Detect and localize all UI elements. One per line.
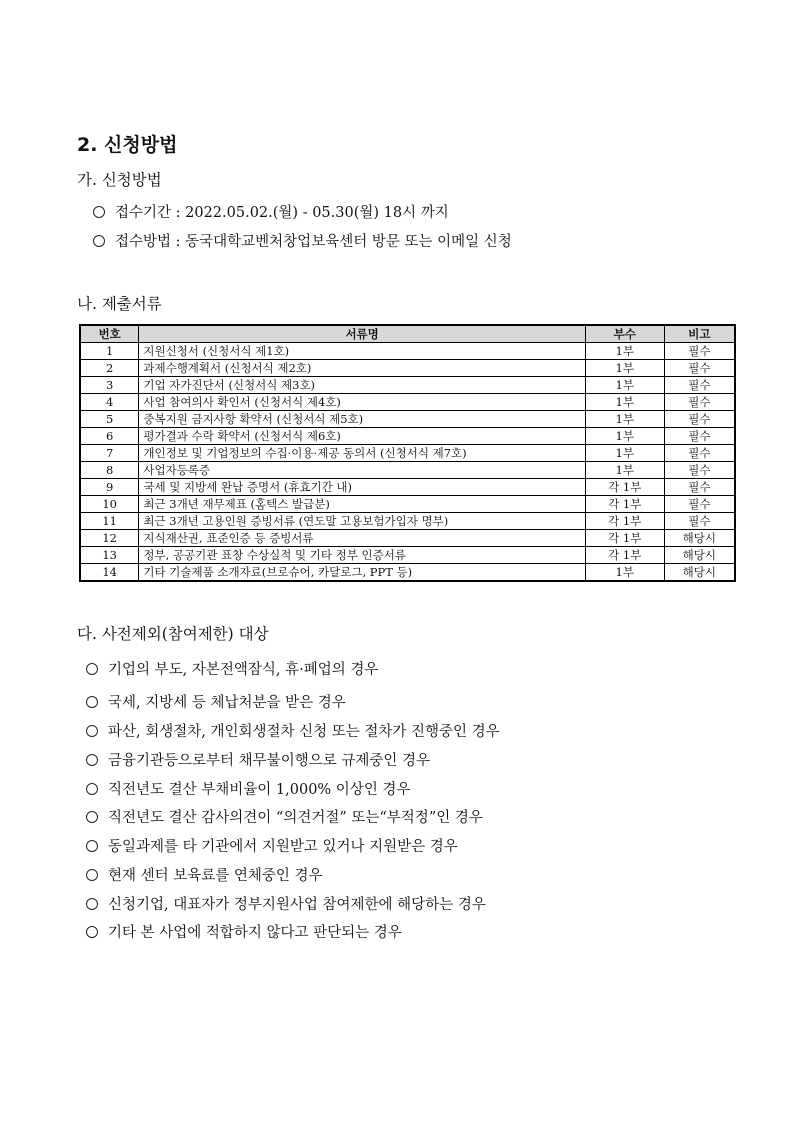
table-header-row xyxy=(80,325,735,343)
table-row xyxy=(80,530,735,547)
table-row xyxy=(80,411,735,428)
cell-document-name: 최근 3개년 재무제표 (홈텍스 발급분) xyxy=(139,496,586,513)
table-row xyxy=(80,479,735,496)
list-item xyxy=(86,778,410,799)
item-text: 접수방법 : 동국대학교벤처창업보육센터 방문 또는 이메일 신청 xyxy=(115,234,512,250)
cell-remarks: 필수 xyxy=(664,377,735,394)
cell-document-name: 정부, 공공기관 표창 수상실적 및 기타 정부 인증서류 xyxy=(139,547,586,564)
table-row xyxy=(80,496,735,513)
cell-remarks: 필수 xyxy=(664,462,735,479)
item-text: 현재 센터 보육료를 연체중인 경우 xyxy=(108,868,323,884)
circle-bullet-icon xyxy=(93,235,105,247)
cell-document-name: 기타 기술제품 소개자료(브로슈어, 카달로그, PPT 등) xyxy=(139,564,586,582)
subsection-title-documents: 나. 제출서류 xyxy=(77,295,162,313)
cell-copies: 1부 xyxy=(585,343,664,360)
item-text: 직전년도 결산 감사의견이 “의견거절” 또는“부적정”인 경우 xyxy=(108,810,483,826)
cell-copies: 1부 xyxy=(585,360,664,377)
circle-bullet-icon xyxy=(86,783,98,795)
cell-number: 3 xyxy=(80,377,139,394)
table-row xyxy=(80,394,735,411)
item-text: 직전년도 결산 부채비율이 1,000% 이상인 경우 xyxy=(108,782,411,798)
circle-bullet-icon xyxy=(86,725,98,737)
list-item xyxy=(86,921,402,942)
cell-number: 5 xyxy=(80,411,139,428)
item-text: 접수기간 : 2022.05.02.(월) - 05.30(월) 18시 까지 xyxy=(115,205,449,221)
cell-copies: 1부 xyxy=(585,564,664,582)
list-item xyxy=(86,806,483,827)
cell-number: 9 xyxy=(80,479,139,496)
cell-remarks: 필수 xyxy=(664,445,735,462)
table-row xyxy=(80,343,735,360)
item-text: 신청기업, 대표자가 정부지원사업 참여제한에 해당하는 경우 xyxy=(108,897,486,913)
circle-bullet-icon xyxy=(86,869,98,881)
cell-copies: 1부 xyxy=(585,445,664,462)
cell-number: 14 xyxy=(80,564,139,582)
header-document-name: 서류명 xyxy=(139,325,586,343)
table-row xyxy=(80,462,735,479)
cell-number: 6 xyxy=(80,428,139,445)
cell-copies: 각 1부 xyxy=(585,513,664,530)
cell-remarks: 필수 xyxy=(664,343,735,360)
cell-number: 7 xyxy=(80,445,139,462)
section-title: 2. 신청방법 xyxy=(77,134,178,156)
cell-copies: 1부 xyxy=(585,462,664,479)
cell-copies: 각 1부 xyxy=(585,496,664,513)
cell-remarks: 해당시 xyxy=(664,564,735,582)
cell-document-name: 기업 자가진단서 (신청서식 제3호) xyxy=(139,377,586,394)
list-item xyxy=(86,835,458,856)
cell-copies: 각 1부 xyxy=(585,530,664,547)
cell-number: 8 xyxy=(80,462,139,479)
circle-bullet-icon xyxy=(93,206,105,218)
cell-remarks: 필수 xyxy=(664,411,735,428)
item-text: 파산, 회생절차, 개인회생절차 신청 또는 절차가 진행중인 경우 xyxy=(108,724,500,740)
cell-number: 4 xyxy=(80,394,139,411)
list-item xyxy=(86,749,430,770)
cell-copies: 1부 xyxy=(585,411,664,428)
item-text: 금융기관등으로부터 채무불이행으로 규제중인 경우 xyxy=(108,753,430,769)
cell-document-name: 사업 참여의사 확인서 (신청서식 제4호) xyxy=(139,394,586,411)
table-row xyxy=(80,360,735,377)
cell-copies: 각 1부 xyxy=(585,479,664,496)
list-item xyxy=(86,720,500,741)
cell-document-name: 개인정보 및 기업정보의 수집·이용·제공 동의서 (신청서식 제7호) xyxy=(139,445,586,462)
cell-copies: 각 1부 xyxy=(585,547,664,564)
list-item xyxy=(93,230,512,251)
table-row xyxy=(80,377,735,394)
list-item xyxy=(93,201,449,222)
cell-document-name: 사업자등록증 xyxy=(139,462,586,479)
cell-document-name: 평가결과 수락 확약서 (신청서식 제6호) xyxy=(139,428,586,445)
cell-copies: 1부 xyxy=(585,377,664,394)
table-row xyxy=(80,445,735,462)
item-text: 동일과제를 타 기관에서 지원받고 있거나 지원받은 경우 xyxy=(108,839,458,855)
item-text: 국세, 지방세 등 체납처분을 받은 경우 xyxy=(108,695,346,711)
subsection-title-exclusions: 다. 사전제외(참여제한) 대상 xyxy=(77,625,269,643)
cell-document-name: 지식재산권, 표준인증 등 증빙서류 xyxy=(139,530,586,547)
cell-number: 1 xyxy=(80,343,139,360)
list-item xyxy=(86,658,378,679)
header-number: 번호 xyxy=(80,325,139,343)
circle-bullet-icon xyxy=(86,696,98,708)
table-row xyxy=(80,428,735,445)
cell-copies: 1부 xyxy=(585,394,664,411)
circle-bullet-icon xyxy=(86,811,98,823)
circle-bullet-icon xyxy=(86,840,98,852)
cell-number: 10 xyxy=(80,496,139,513)
cell-remarks: 필수 xyxy=(664,513,735,530)
cell-remarks: 해당시 xyxy=(664,530,735,547)
cell-remarks: 필수 xyxy=(664,428,735,445)
circle-bullet-icon xyxy=(86,926,98,938)
cell-document-name: 국세 및 지방세 완납 증명서 (휴효기간 내) xyxy=(139,479,586,496)
list-item xyxy=(86,864,323,885)
header-copies: 부수 xyxy=(585,325,664,343)
cell-remarks: 필수 xyxy=(664,496,735,513)
cell-number: 2 xyxy=(80,360,139,377)
circle-bullet-icon xyxy=(86,754,98,766)
cell-document-name: 지원신청서 (신청서식 제1호) xyxy=(139,343,586,360)
cell-remarks: 필수 xyxy=(664,360,735,377)
cell-copies: 1부 xyxy=(585,428,664,445)
table-row xyxy=(80,564,735,582)
table-row xyxy=(80,547,735,564)
subsection-title-application-method: 가. 신청방법 xyxy=(77,171,162,189)
item-text: 기업의 부도, 자본전액잠식, 휴·폐업의 경우 xyxy=(108,662,379,678)
cell-document-name: 과제수행계획서 (신청서식 제2호) xyxy=(139,360,586,377)
cell-document-name: 중복지원 금지사항 확약서 (신청서식 제5호) xyxy=(139,411,586,428)
list-item xyxy=(86,893,486,914)
item-text: 기타 본 사업에 적합하지 않다고 판단되는 경우 xyxy=(108,925,402,941)
cell-number: 13 xyxy=(80,547,139,564)
circle-bullet-icon xyxy=(86,898,98,910)
cell-number: 12 xyxy=(80,530,139,547)
header-remarks: 비고 xyxy=(664,325,735,343)
list-item xyxy=(86,691,346,712)
documents-table xyxy=(79,324,736,582)
cell-remarks: 해당시 xyxy=(664,547,735,564)
table-row xyxy=(80,513,735,530)
cell-remarks: 필수 xyxy=(664,479,735,496)
cell-remarks: 필수 xyxy=(664,394,735,411)
circle-bullet-icon xyxy=(86,663,98,675)
cell-number: 11 xyxy=(80,513,139,530)
cell-document-name: 최근 3개년 고용인원 증빙서류 (연도말 고용보험가입자 명부) xyxy=(139,513,586,530)
